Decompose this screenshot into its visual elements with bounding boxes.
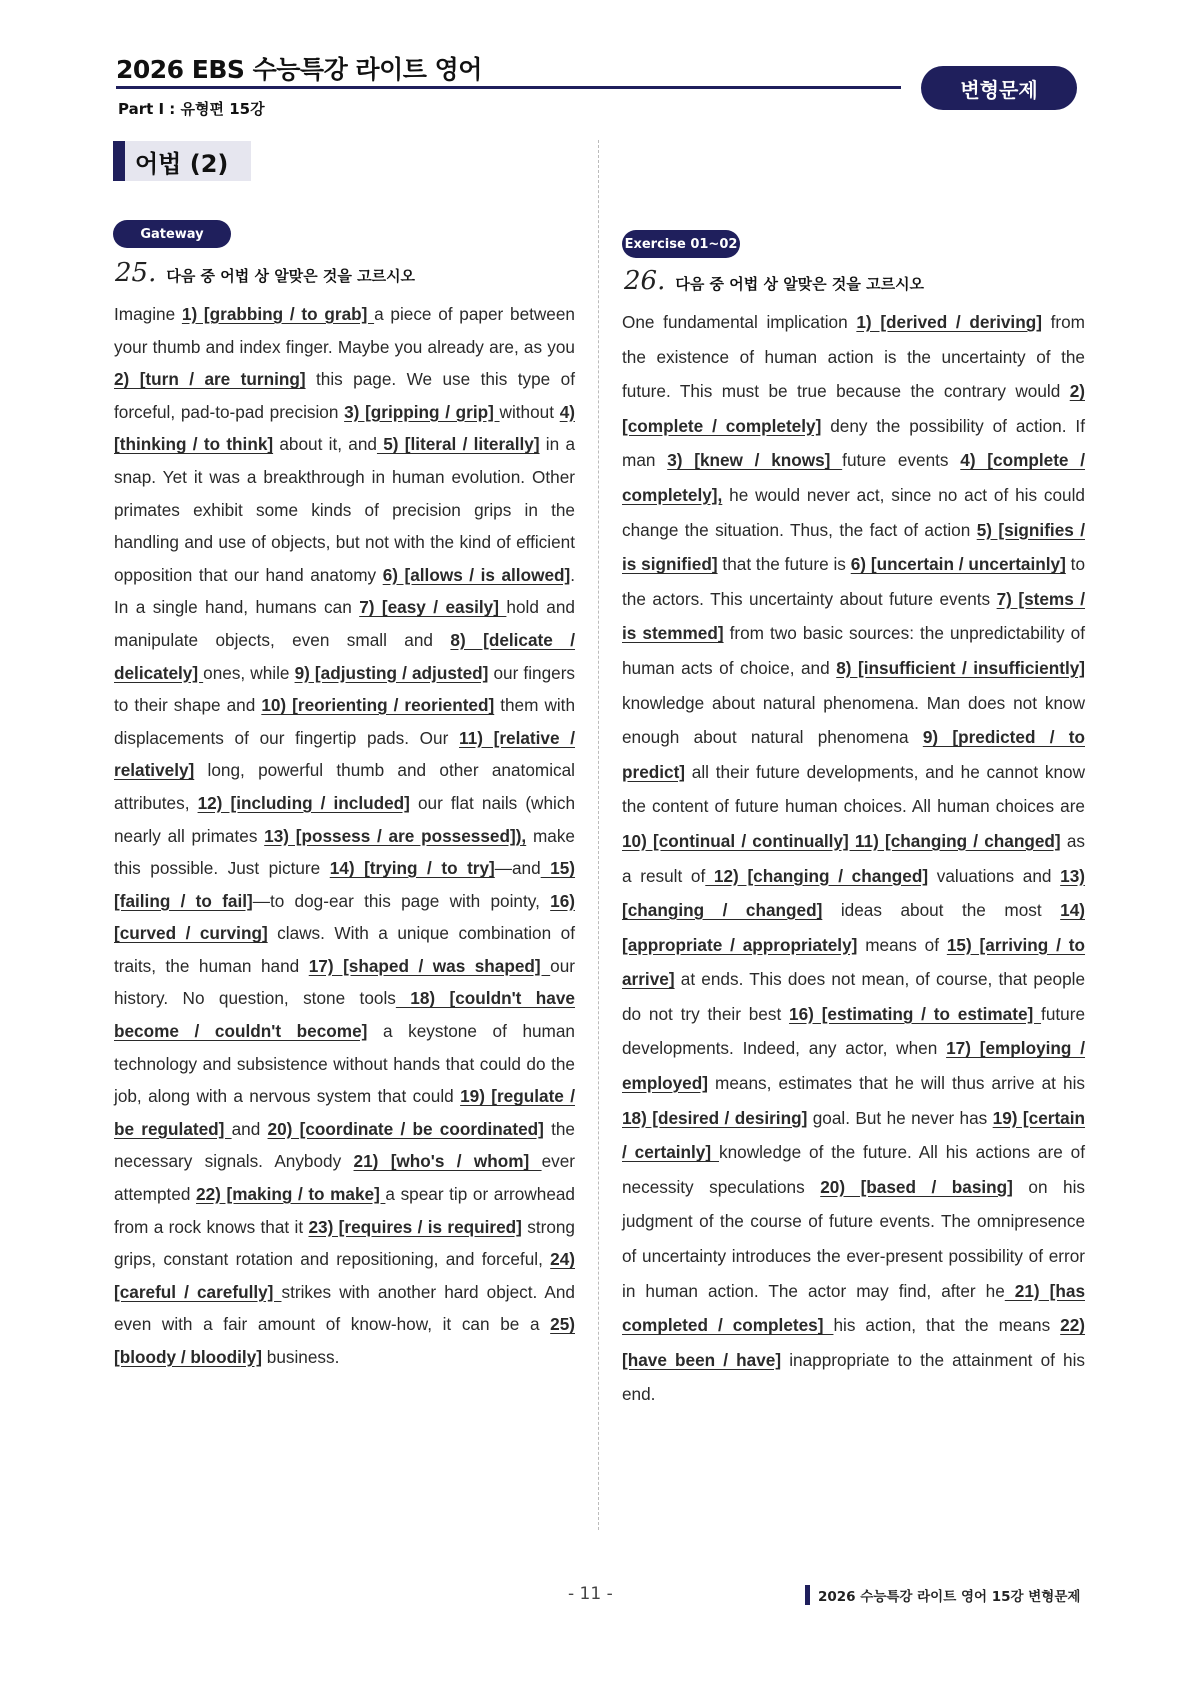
passage-text: knowledge of the future. All his actions are of necessity speculations bbox=[622, 1142, 1085, 1197]
footer bbox=[805, 1585, 1080, 1605]
passage-text: means, estimates that he will thus arrive at his bbox=[707, 1073, 1085, 1094]
answer-choice: 21) [has completed / completes] bbox=[622, 1280, 1085, 1336]
answer-choice: 10) [reorienting / reoriented] bbox=[261, 695, 495, 716]
answer-choice: 20) [coordinate / be coordinated] bbox=[267, 1118, 544, 1139]
passage-text: to the actors. This uncertainty about future events bbox=[622, 554, 1086, 609]
passage-text: all their future developments, and he cannot know the content of future human choices. All human choices are bbox=[622, 761, 1085, 817]
answer-choice: 4) [complete / completely], bbox=[622, 450, 1086, 505]
answer-choice: 21) [who's / whom] bbox=[353, 1151, 542, 1172]
passage-text: strong grips, constant rotation and repositioning, and forceful, bbox=[114, 1216, 575, 1270]
answer-choice: 17) [shaped / was shaped] bbox=[308, 955, 551, 976]
answer-choice: 11) [relative / relatively] bbox=[114, 727, 575, 781]
answer-choice: 20) [based / basing] bbox=[820, 1176, 1013, 1197]
header-rule bbox=[116, 86, 901, 89]
question-25-header bbox=[115, 258, 415, 288]
answer-choice: 5) [literal / literally] bbox=[376, 434, 540, 455]
section-bar bbox=[113, 141, 125, 181]
answer-choice: 3) [gripping / grip] bbox=[344, 401, 500, 422]
passage-text: means of bbox=[857, 934, 947, 955]
passage-text: our fingers to their shape and bbox=[114, 662, 576, 716]
answer-choice: 18) [desired / desiring] bbox=[622, 1107, 808, 1128]
passage-text: long, powerful thumb and other anatomical attributes, bbox=[114, 760, 575, 813]
passage-text: . In a single hand, humans can bbox=[114, 564, 576, 618]
passage-text: without bbox=[499, 401, 560, 422]
question-25-passage bbox=[114, 298, 575, 1374]
answer-choice: 13) [changing / changed] bbox=[622, 865, 1085, 921]
passage-text: the necessary signals. Anybody bbox=[114, 1118, 575, 1172]
answer-choice: 15) [failing / to fail] bbox=[114, 858, 576, 911]
passage-text: goal. But he never has bbox=[807, 1107, 993, 1128]
exercise-pill: Exercise 01~02 bbox=[622, 230, 740, 258]
passage-text: about it, and bbox=[273, 434, 377, 455]
passage-text: that the future is bbox=[717, 554, 851, 575]
column-divider bbox=[598, 140, 599, 1530]
answer-choice: 10) [continual / continually] 11) [changing / changed] bbox=[622, 830, 1061, 851]
passage-text: —to dog-ear this page with pointy, bbox=[252, 890, 551, 911]
variant-badge: 변형문제 bbox=[921, 66, 1077, 110]
answer-choice: 9) [adjusting / adjusted] bbox=[294, 662, 489, 683]
answer-choice: 19) [certain / certainly] bbox=[622, 1107, 1085, 1163]
question-25-number: 25. bbox=[115, 258, 157, 288]
passage-text: future developments. Indeed, any actor, when bbox=[622, 1003, 1085, 1059]
passage-text: a keystone of human technology and subsistence without hands that could do the job, along with a nervous system that could bbox=[114, 1021, 575, 1107]
question-26-header bbox=[624, 266, 924, 296]
passage-text: in a snap. Yet it was a breakthrough in human evolution. Other primates exhibit some kinds of precision grips in the handling and use of objects, but not with the kind of efficient opposition that our hand anatomy bbox=[114, 434, 575, 585]
answer-choice: 22) [making / to make] bbox=[196, 1184, 386, 1205]
passage-text: valuations and bbox=[928, 865, 1061, 886]
passage-text: from the existence of human action is the uncertainty of the future. This must be true because the contrary would bbox=[622, 312, 1086, 402]
answer-choice: 8) [delicate / delicately] bbox=[114, 629, 576, 683]
answer-choice: 15) [arriving / to arrive] bbox=[622, 934, 1086, 990]
answer-choice: 6) [allows / is allowed] bbox=[382, 564, 571, 585]
answer-choice: 16) [estimating / to estimate] bbox=[789, 1003, 1042, 1024]
answer-choice: 2) [complete / completely] bbox=[622, 381, 1085, 436]
answer-choice: 14) [trying / to try] bbox=[329, 858, 495, 879]
passage-text: on his judgment of the course of future events. The omnipresence of uncertainty introduces the ever-present possibility of error in human action. The actor may find, after he bbox=[622, 1176, 1086, 1301]
answer-choice: 25) [bloody / bloodily] bbox=[114, 1314, 575, 1367]
passage-text: a piece of paper between your thumb and index finger. Maybe you already are, as you bbox=[114, 304, 575, 357]
passage-text: make this possible. Just picture bbox=[114, 825, 575, 879]
question-26-number: 26. bbox=[624, 266, 666, 296]
answer-choice: 24) [careful / carefully] bbox=[114, 1249, 575, 1302]
passage-text: his action, that the means bbox=[833, 1315, 1061, 1336]
passage-text: ones, while bbox=[203, 662, 295, 683]
answer-choice: 17) [employing / employed] bbox=[622, 1038, 1086, 1094]
passage-text: from two basic sources: the unpredictability of human acts of choice, and bbox=[622, 623, 1085, 678]
answer-choice: 14) [appropriate / appropriately] bbox=[622, 900, 1085, 955]
answer-choice: 19) [regulate / be regulated] bbox=[114, 1086, 575, 1139]
answer-choice: 1) [derived / deriving] bbox=[856, 312, 1042, 332]
answer-choice: 16) [curved / curving] bbox=[114, 890, 575, 944]
gateway-pill: Gateway bbox=[113, 220, 231, 248]
answer-choice: 18) [couldn't have become / couldn't become] bbox=[114, 988, 575, 1042]
answer-choice: 22) [have been / have] bbox=[622, 1315, 1086, 1370]
passage-text: ever attempted bbox=[114, 1151, 576, 1205]
page-number: - 11 - bbox=[568, 1584, 613, 1604]
passage-text: hold and manipulate objects, even small and bbox=[114, 597, 575, 650]
question-26-instruction: 다음 중 어법 상 알맞은 것을 고르시오 bbox=[675, 275, 925, 293]
answer-choice: 3) [knew / knows] bbox=[667, 450, 843, 471]
passage-text: claws. With a unique combination of traits, the human hand bbox=[114, 923, 575, 976]
passage-text: ideas about the most bbox=[822, 900, 1061, 921]
passage-text: our history. No question, stone tools bbox=[114, 955, 575, 1009]
section-title: 어법 (2) bbox=[135, 149, 229, 178]
passage-text: deny the possibility of action. If man bbox=[622, 415, 1085, 471]
passage-text: and bbox=[231, 1118, 268, 1139]
answer-choice: 8) [insufficient / insufficiently] bbox=[836, 657, 1085, 678]
passage-text: our flat nails (which nearly all primates bbox=[114, 792, 576, 846]
footer-bar bbox=[805, 1585, 810, 1605]
answer-choice: 2) [turn / are turning] bbox=[114, 369, 306, 390]
passage-text: business. bbox=[261, 1347, 340, 1367]
passage-text: as a result of bbox=[622, 830, 1085, 886]
question-26-passage bbox=[622, 305, 1085, 1412]
passage-text: them with displacements of our fingertip pads. Our bbox=[114, 695, 576, 748]
answer-choice: 13) [possess / are possessed]), bbox=[264, 825, 527, 846]
passage-text: a spear tip or arrowhead from a rock knows that it bbox=[114, 1184, 575, 1237]
passage-text: Imagine bbox=[114, 304, 182, 324]
passage-text: —and bbox=[494, 858, 541, 879]
passage-text: he would never act, since no act of his could change the situation. Thus, the fact of action bbox=[622, 484, 1085, 540]
passage-text: One fundamental implication bbox=[622, 312, 857, 332]
answer-choice: 12) [changing / changed] bbox=[705, 865, 929, 886]
passage-text: future events bbox=[842, 450, 961, 471]
passage-text: knowledge about natural phenomena. Man does not know enough about natural phenomena bbox=[622, 692, 1085, 748]
footer-label: 2026 수능특강 라이트 영어 15강 변형문제 bbox=[818, 1589, 1081, 1605]
passage-text: strikes with another hard object. And even with a fair amount of know-how, it can be a bbox=[114, 1281, 575, 1335]
answer-choice: 6) [uncertain / uncertainly] bbox=[850, 554, 1066, 575]
answer-choice: 4) [thinking / to think] bbox=[114, 401, 575, 455]
question-25-instruction: 다음 중 어법 상 알맞은 것을 고르시오 bbox=[166, 267, 416, 285]
answer-choice: 12) [including / included] bbox=[197, 792, 410, 813]
answer-choice: 5) [signifies / is signified] bbox=[622, 519, 1085, 575]
part-subtitle: Part Ⅰ : 유형편 15강 bbox=[118, 100, 265, 118]
section-heading bbox=[113, 141, 251, 181]
answer-choice: 7) [stems / is stemmed] bbox=[622, 588, 1086, 644]
answer-choice: 23) [requires / is required] bbox=[308, 1216, 522, 1237]
document-title: 2026 EBS 수능특강 라이트 영어 bbox=[116, 55, 482, 84]
answer-choice: 9) [predicted / to predict] bbox=[622, 727, 1085, 782]
passage-text: this page. We use this type of forceful, pad-to-pad precision bbox=[114, 369, 575, 422]
passage-text: inappropriate to the attainment of his end. bbox=[622, 1349, 1085, 1405]
passage-text: at ends. This does not mean, of course, that people do not try their best bbox=[622, 969, 1085, 1024]
answer-choice: 7) [easy / easily] bbox=[359, 597, 507, 618]
answer-choice: 1) [grabbing / to grab] bbox=[181, 304, 375, 324]
